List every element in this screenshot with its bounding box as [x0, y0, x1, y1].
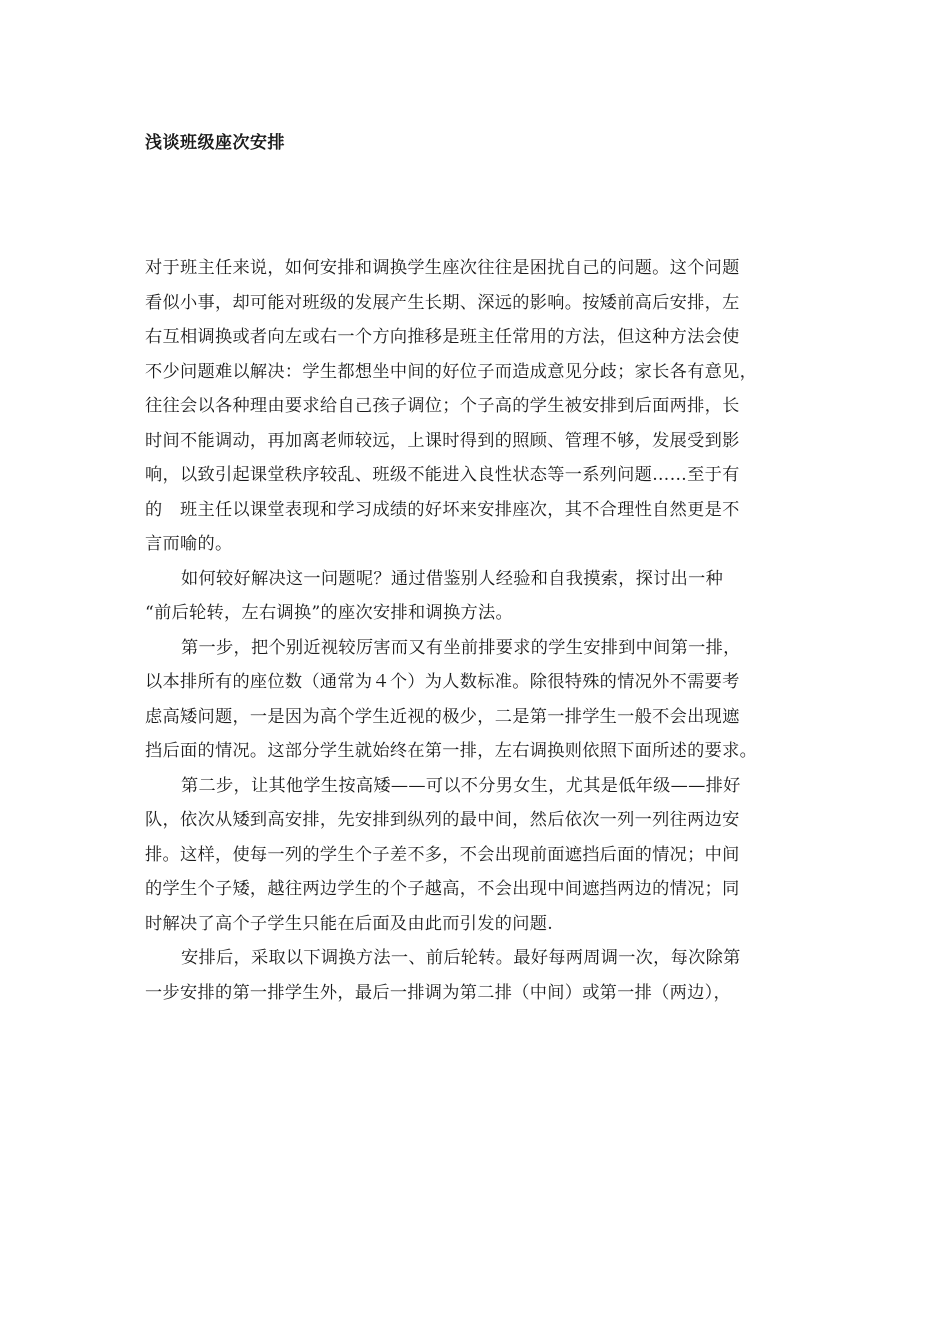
- text-line: 看似小事，却可能对班级的发展产生长期、深远的影响。按矮前高后安排，左: [145, 292, 740, 313]
- text-line: 对于班主任来说，如何安排和调换学生座次往往是困扰自己的问题。这个问题: [145, 258, 740, 278]
- text-line: 以本排所有的座位数（通常为４个）为人数标准。除很特殊的情况外不需要考: [145, 672, 740, 692]
- text-line: 虑高矮问题，一是因为高个学生近视的极少，二是第一排学生一般不会出现遮: [145, 706, 740, 727]
- text-line: 不少问题难以解决：学生都想坐中间的好位子而造成意见分歧；家长各有意见，: [145, 361, 758, 382]
- text-line: 往往会以各种理由要求给自己孩子调位；个子高的学生被安排到后面两排，长: [145, 396, 740, 416]
- text-line: 时解决了高个子学生只能在后面及由此而引发的问题.: [145, 913, 553, 934]
- text-line: 安排后，采取以下调换方法一、前后轮转。最好每两周调一次，每次除第: [181, 948, 741, 968]
- text-line: 时间不能调动，再加离老师较远，上课时得到的照顾、管理不够，发展受到影: [145, 430, 740, 451]
- text-line: 言而喻的。: [145, 534, 233, 554]
- text-line: 响，以致引起课堂秩序较乱、班级不能进入良性状态等一系列问题……至于有: [145, 465, 740, 485]
- text-line: 的学生个子矮，越往两边学生的个子越高，不会出现中间遮挡两边的情况；同: [145, 879, 740, 899]
- document-title: 浅谈班级座次安排: [145, 133, 285, 153]
- text-line: 队，依次从矮到高安排，先安排到纵列的最中间，然后依次一列一列往两边安: [145, 810, 740, 830]
- text-line: 如何较好解决这一问题呢？通过借鉴别人经验和自我摸索，探讨出一种: [181, 568, 724, 589]
- text-line: 的 班主任以课堂表现和学习成绩的好坏来安排座次，其不合理性自然更是不: [145, 499, 740, 520]
- text-line: “前后轮转，左右调换”的座次安排和调换方法。: [145, 603, 513, 623]
- text-line: 第二步，让其他学生按高矮——可以不分男女生，尤其是低年级——排好: [181, 775, 741, 796]
- document-body: [145, 251, 825, 1010]
- text-line: 右互相调换或者向左或右一个方向推移是班主任常用的方法，但这种方法会使: [145, 327, 740, 347]
- text-line: 排。这样，使每一列的学生个子差不多，不会出现前面遮挡后面的情况；中间: [145, 844, 740, 865]
- text-line: 挡后面的情况。这部分学生就始终在第一排，左右调换则依照下面所述的要求。: [145, 741, 758, 761]
- text-line: 一步安排的第一排学生外，最后一排调为第二排（中间）或第一排（两边），: [145, 982, 731, 1003]
- text-line: 第一步，把个别近视较厉害而又有坐前排要求的学生安排到中间第一排，: [181, 637, 741, 658]
